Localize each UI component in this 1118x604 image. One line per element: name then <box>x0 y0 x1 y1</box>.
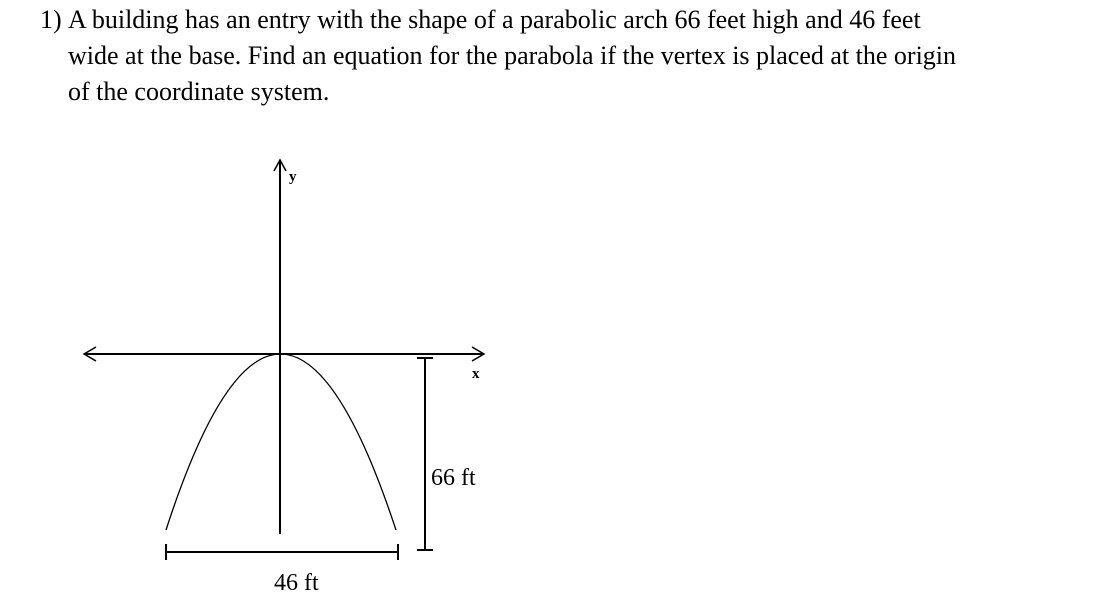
x-axis-label: x <box>472 366 480 382</box>
height-label: 66 ft <box>431 465 476 491</box>
problem-text-line-1: A building has an entry with the shape of a parabolic arch 66 feet high and 46 feet <box>68 5 921 34</box>
problem-number: 1) <box>40 5 62 34</box>
width-label: 46 ft <box>274 570 319 596</box>
problem-text-line-3: of the coordinate system. <box>68 77 330 106</box>
y-axis-label: y <box>289 169 297 185</box>
problem-text-line-2: wide at the base. Find an equation for the parabola if the vertex is placed at the origin <box>68 41 957 70</box>
